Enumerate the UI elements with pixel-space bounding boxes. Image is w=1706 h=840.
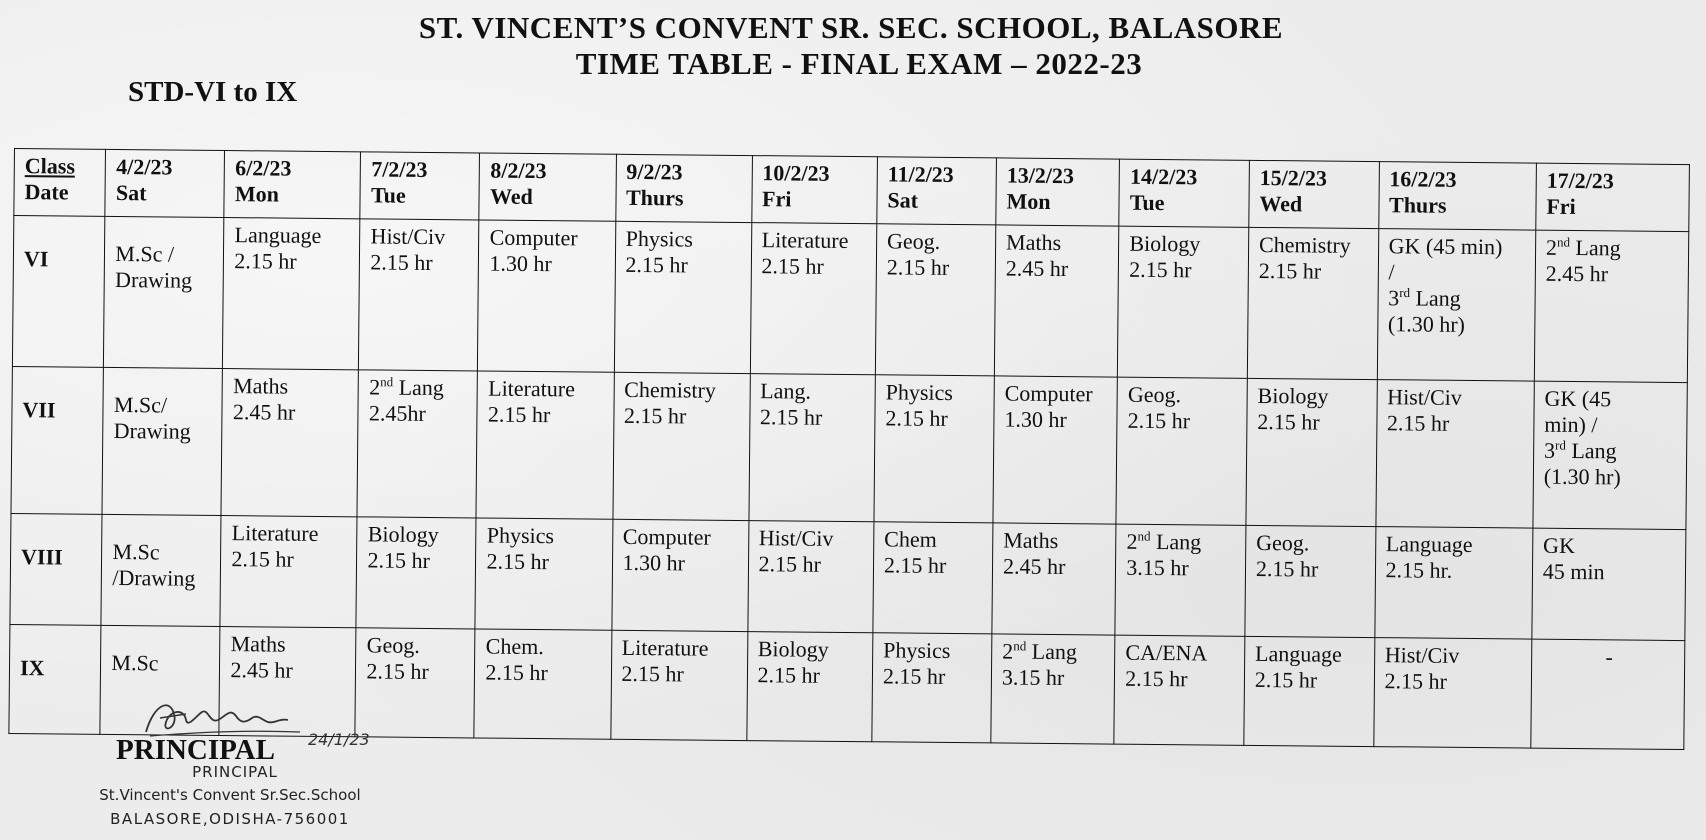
exam-cell bbox=[1533, 381, 1688, 529]
duration-line: /Drawing bbox=[112, 564, 196, 591]
exam-cell bbox=[1376, 380, 1535, 529]
exam-date: 17/2/23 bbox=[1546, 167, 1614, 194]
exam-date: 8/2/23 bbox=[490, 157, 547, 184]
subject-line: M.Sc bbox=[112, 538, 160, 565]
subject-line: Physics bbox=[885, 379, 954, 406]
subject-line: M.Sc / bbox=[115, 240, 175, 267]
exam-cell bbox=[355, 628, 475, 738]
subject-line: Physics bbox=[883, 637, 951, 664]
duration-line: 1.30 hr bbox=[622, 549, 686, 576]
date-header-cell bbox=[1378, 162, 1536, 231]
subject-line: Geog. bbox=[1127, 381, 1182, 408]
subject-line: Physics bbox=[625, 225, 694, 252]
exam-cell bbox=[101, 514, 221, 626]
subject-line: Biology bbox=[367, 521, 439, 548]
exam-cell bbox=[991, 634, 1115, 744]
subject-line: Lang. bbox=[760, 378, 812, 404]
subject-line: Chem. bbox=[485, 633, 544, 660]
exam-cell bbox=[357, 370, 477, 518]
date-header-cell bbox=[1249, 160, 1379, 228]
exam-day: Sat bbox=[887, 187, 919, 213]
subject-line: Geog. bbox=[366, 632, 420, 658]
subject-line: Literature bbox=[621, 634, 709, 661]
class-label: VIII bbox=[10, 513, 102, 625]
date-header-cell bbox=[479, 153, 616, 221]
stamp-school: St.Vincent's Convent Sr.Sec.School bbox=[99, 786, 361, 804]
duration-line: 2.45 hr bbox=[1002, 553, 1066, 580]
subject-line: Chemistry bbox=[1258, 231, 1351, 258]
stamp-address: BALASORE,ODISHA-756001 bbox=[110, 810, 350, 828]
duration-line: 2.15 hr bbox=[885, 405, 948, 431]
exam-day: Tue bbox=[1129, 189, 1165, 215]
duration-line: 2.45 hr bbox=[1005, 255, 1069, 282]
exam-date: 6/2/23 bbox=[235, 155, 292, 181]
exam-cell bbox=[104, 216, 224, 368]
date-header-cell bbox=[1536, 163, 1690, 231]
exam-cell bbox=[474, 629, 611, 739]
duration-line: 2.15 hr bbox=[761, 253, 824, 279]
duration-line: 2.15 hr bbox=[1258, 257, 1322, 284]
duration-line: 2.15 hr bbox=[757, 662, 820, 688]
date-header-cell bbox=[615, 154, 752, 222]
date-header-cell bbox=[751, 156, 877, 224]
document-title: TIME TABLE - FINAL EXAM – 2022-23 bbox=[575, 46, 1143, 81]
duration-line: 2.15 hr bbox=[485, 659, 548, 686]
subject-line: Computer bbox=[1004, 380, 1093, 407]
exam-cell bbox=[1245, 525, 1376, 637]
exam-cell bbox=[356, 517, 476, 629]
subject-line: M.Sc/ bbox=[113, 391, 168, 418]
exam-date: 10/2/23 bbox=[762, 160, 830, 186]
subject-line: GK (45 bbox=[1544, 385, 1612, 412]
duration-line: 2.15 hr bbox=[1254, 666, 1318, 693]
class-label: IX bbox=[9, 624, 101, 734]
duration-line: 2.15 hr bbox=[486, 548, 549, 575]
exam-cell bbox=[1377, 229, 1536, 382]
subject-line: Maths bbox=[230, 631, 286, 657]
exam-cell bbox=[610, 630, 747, 740]
date-header-cell bbox=[877, 157, 997, 225]
duration-line: min) / bbox=[1544, 411, 1598, 438]
exam-cell bbox=[359, 219, 479, 371]
signature-date: 24/1/23 bbox=[308, 730, 370, 749]
exam-cell bbox=[1115, 524, 1246, 636]
exam-cell bbox=[478, 220, 615, 372]
exam-cell bbox=[874, 375, 994, 523]
exam-cell bbox=[612, 372, 749, 520]
exam-day: Fri bbox=[1546, 193, 1576, 219]
subject-line: M.Sc bbox=[111, 649, 159, 676]
exam-date: 15/2/23 bbox=[1259, 164, 1328, 191]
corner-header-cell bbox=[14, 149, 106, 217]
subject-line: Hist/Civ bbox=[1387, 384, 1462, 410]
exam-date: 16/2/23 bbox=[1389, 166, 1457, 192]
class-label: VI bbox=[12, 216, 105, 368]
duration-line: 2.15 hr bbox=[623, 402, 687, 429]
exam-cell bbox=[1247, 227, 1378, 379]
duration-line: 2.15 hr bbox=[1127, 407, 1191, 434]
school-name: ST. VINCENT’S CONVENT SR. SEC. SCHOOL, BALASORE bbox=[418, 10, 1284, 45]
duration-line: 2.15 hr bbox=[1129, 256, 1192, 283]
duration-line: 2.15 hr bbox=[234, 248, 297, 274]
exam-cell bbox=[1374, 527, 1532, 640]
subject-line: 3rd Lang bbox=[1543, 437, 1617, 464]
exam-timetable bbox=[8, 148, 1690, 750]
exam-day: Wed bbox=[1259, 190, 1303, 217]
exam-cell bbox=[221, 369, 358, 517]
exam-cell bbox=[1116, 377, 1247, 525]
duration-line: 2.45 hr bbox=[1545, 260, 1609, 287]
exam-cell bbox=[1246, 378, 1377, 526]
subject-line: Chem bbox=[884, 526, 937, 552]
timetable-container bbox=[8, 148, 1690, 750]
subject-line: Physics bbox=[486, 522, 555, 549]
duration-line: (1.30 hr) bbox=[1387, 311, 1466, 337]
duration-line: 2.15 hr bbox=[882, 663, 946, 689]
class-label: VII bbox=[11, 366, 104, 514]
subject-line: Biology bbox=[1129, 230, 1201, 257]
exam-cell bbox=[1118, 226, 1249, 378]
exam-cell bbox=[220, 516, 357, 628]
date-header-cell bbox=[1119, 159, 1249, 227]
subject-line: Language bbox=[1255, 640, 1342, 667]
exam-date: 13/2/23 bbox=[1006, 162, 1075, 189]
subject-line: 2nd Lang bbox=[1002, 638, 1078, 665]
exam-cell bbox=[1531, 639, 1685, 749]
subject-line: Computer bbox=[489, 224, 578, 251]
principal-label: PRINCIPAL bbox=[116, 734, 275, 766]
subject-line: Geog. bbox=[1256, 529, 1310, 556]
exam-cell bbox=[1534, 230, 1689, 382]
duration-line: 3.15 hr bbox=[1001, 664, 1065, 691]
class-row bbox=[11, 366, 1687, 529]
duration-line: 2.45 hr bbox=[232, 399, 296, 425]
exam-cell bbox=[872, 633, 992, 743]
duration-line: 2.45hr bbox=[368, 400, 426, 426]
subject-line: - bbox=[1605, 644, 1613, 670]
exam-cell bbox=[1114, 635, 1245, 745]
duration-line: 2.45 hr bbox=[230, 657, 293, 683]
exam-cell bbox=[875, 224, 995, 376]
standard-range: STD-VI to IX bbox=[128, 76, 298, 108]
subject-line: Hist/Civ bbox=[370, 223, 446, 250]
date-header-cell bbox=[996, 158, 1120, 226]
subject-line: Language bbox=[234, 222, 322, 248]
exam-cell bbox=[1373, 638, 1531, 749]
subject-line: 2nd Lang bbox=[1545, 234, 1621, 261]
subject-line: GK bbox=[1543, 532, 1576, 559]
duration-line: 2.15 hr bbox=[1257, 408, 1320, 435]
subject-line: Literature bbox=[231, 520, 319, 546]
exam-cell bbox=[102, 367, 222, 515]
class-row bbox=[10, 513, 1686, 640]
duration-line: (1.30 hr) bbox=[1543, 463, 1621, 490]
exam-cell bbox=[476, 371, 613, 519]
subject-line: Biology bbox=[1257, 382, 1329, 409]
exam-day: Sat bbox=[115, 179, 147, 206]
subject-line: Hist/Civ bbox=[1384, 642, 1460, 668]
duration-line: 2.15 hr bbox=[366, 658, 429, 684]
subject-line: GK (45 min) bbox=[1388, 233, 1503, 260]
duration-line: 1.30 hr bbox=[489, 250, 552, 277]
exam-cell bbox=[223, 218, 360, 370]
duration-line: 2.15 hr bbox=[625, 251, 688, 278]
subject-line: Literature bbox=[761, 227, 849, 254]
subject-line: Computer bbox=[622, 523, 711, 550]
subject-line: Geog. bbox=[886, 228, 941, 254]
exam-cell bbox=[614, 221, 751, 373]
subject-line: Hist/Civ bbox=[758, 525, 834, 551]
exam-cell bbox=[993, 376, 1118, 524]
exam-cell bbox=[994, 225, 1119, 377]
subject-line: Language bbox=[1385, 531, 1473, 558]
exam-day: Mon bbox=[234, 181, 280, 207]
duration-line: 1.30 hr bbox=[1004, 406, 1067, 433]
exam-day: Wed bbox=[489, 183, 533, 209]
date-header-cell bbox=[105, 149, 225, 217]
exam-cell bbox=[992, 523, 1116, 635]
duration-line: 2.15 hr. bbox=[1385, 557, 1453, 583]
date-header-cell bbox=[360, 152, 480, 220]
exam-cell bbox=[475, 518, 612, 630]
stamp-title: PRINCIPAL bbox=[192, 763, 278, 781]
exam-date: 7/2/23 bbox=[371, 156, 428, 182]
duration-line: 2.15 hr bbox=[1386, 410, 1450, 436]
duration-line: 2.15 hr bbox=[1255, 555, 1319, 582]
exam-cell bbox=[750, 223, 877, 375]
exam-day: Tue bbox=[370, 182, 406, 208]
subject-line: Maths bbox=[233, 373, 289, 399]
subject-line: 3rd Lang bbox=[1388, 284, 1461, 311]
date-header: Date bbox=[24, 179, 69, 205]
subject-line: CA/ENA bbox=[1125, 639, 1208, 666]
duration-line: 2.15 hr bbox=[367, 547, 430, 573]
duration-line: 2.15 hr bbox=[487, 401, 551, 428]
exam-date: 9/2/23 bbox=[626, 158, 683, 185]
exam-cell bbox=[749, 374, 876, 522]
duration-line: 2.15 hr bbox=[370, 249, 433, 275]
subject-line: 2nd Lang bbox=[369, 374, 444, 401]
subject-line: Biology bbox=[757, 636, 829, 662]
duration-line: 2.15 hr bbox=[1125, 665, 1188, 692]
duration-line: 2.15 hr bbox=[759, 404, 823, 430]
duration-line: 45 min bbox=[1542, 558, 1605, 585]
duration-line: 2.15 hr bbox=[886, 254, 950, 280]
duration-line: 2.15 hr bbox=[231, 546, 294, 572]
subject-line: 2nd Lang bbox=[1126, 528, 1202, 555]
subject-line: Maths bbox=[1006, 229, 1062, 256]
exam-date: 4/2/23 bbox=[116, 153, 173, 180]
exam-day: Fri bbox=[761, 186, 792, 212]
class-row bbox=[12, 216, 1688, 383]
exam-cell bbox=[873, 522, 993, 634]
duration-line: Drawing bbox=[113, 417, 191, 444]
subject-line: Literature bbox=[488, 375, 576, 402]
exam-day: Thurs bbox=[1388, 192, 1447, 218]
duration-line: / bbox=[1388, 259, 1395, 285]
duration-line: 2.15 hr bbox=[883, 552, 947, 578]
exam-cell bbox=[747, 521, 873, 633]
date-header-cell bbox=[224, 151, 361, 219]
exam-day: Mon bbox=[1006, 188, 1051, 214]
subject-line: Maths bbox=[1003, 527, 1059, 554]
duration-line: 2.15 hr bbox=[1384, 668, 1447, 694]
class-header: Class bbox=[24, 153, 76, 179]
subject-line: Chemistry bbox=[624, 376, 717, 403]
exam-date: 14/2/23 bbox=[1129, 163, 1198, 190]
duration-line: 3.15 hr bbox=[1126, 554, 1189, 581]
exam-day: Thurs bbox=[625, 184, 684, 211]
exam-cell bbox=[746, 632, 872, 742]
exam-date: 11/2/23 bbox=[887, 161, 954, 188]
exam-cell bbox=[611, 519, 748, 631]
exam-cell bbox=[1532, 528, 1686, 640]
duration-line: 2.15 hr bbox=[758, 551, 822, 577]
duration-line: 2.15 hr bbox=[621, 660, 684, 687]
duration-line: Drawing bbox=[115, 266, 193, 293]
exam-cell bbox=[1244, 636, 1375, 746]
